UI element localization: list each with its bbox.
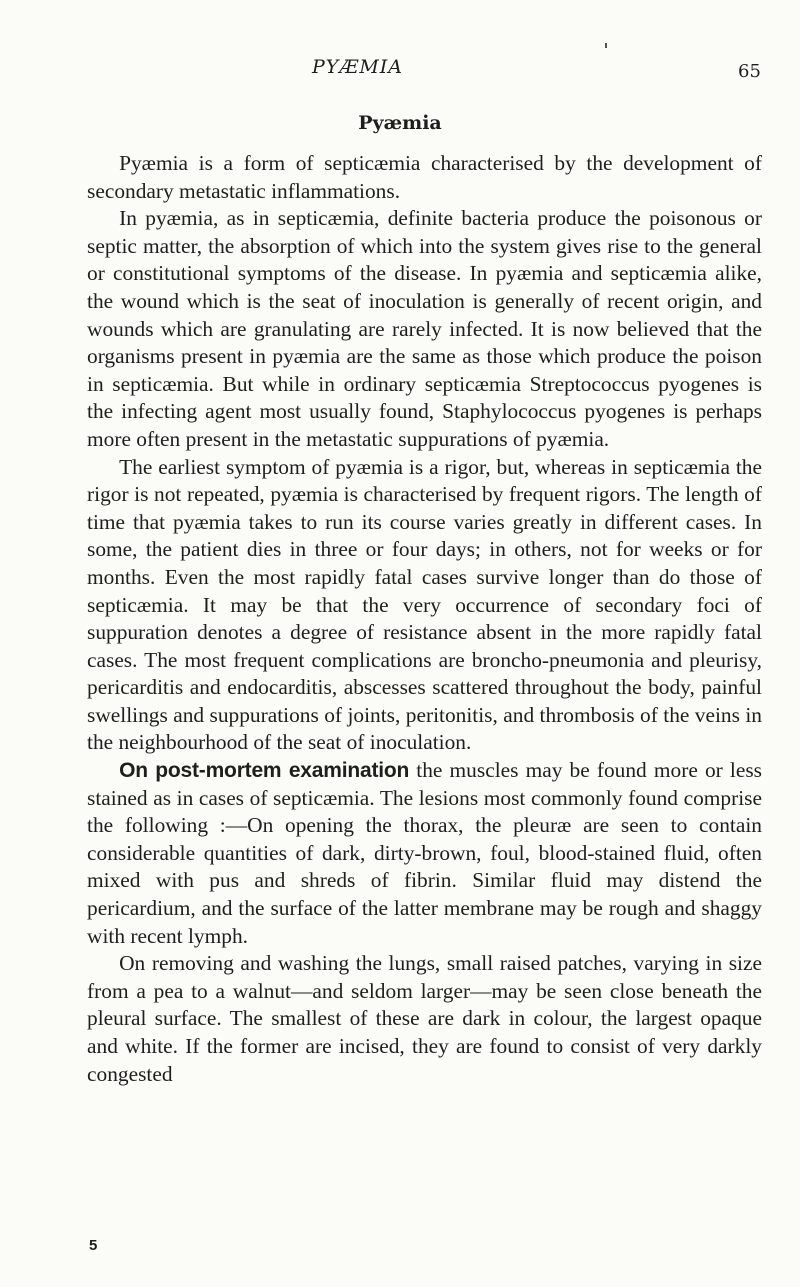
post-mortem-lead-in: On post-mortem examination xyxy=(119,759,410,783)
paragraph-symptoms: The earliest symptom of pyæmia is a rigor, but, whereas in septicæmia the rigor is not repeated, pyæmia is characterised by frequent rigors. The length of time that pyæmia takes to run its course varies greatly in different cases. In some, the patient dies in three or four days; in others, not for weeks or for months. Even the most rapidly fatal cases survive longer than do those of septicæmia. It may be that the very occurrence of secondary foci of suppuration denotes a degree of resistance absent in the more rapidly fatal cases. The most frequent complications are broncho-pneumonia and pleurisy, pericarditis and endocarditis, abscesses scattered throughout the body, painful swellings and suppurations of joints, peritonitis, and thrombosis of the veins in the neighbourhood of the seat of inoculation. xyxy=(87,454,762,755)
paragraph-definition: Pyæmia is a form of septicæmia characterised by the development of secondary metastatic inflammations. xyxy=(87,151,762,203)
paragraph-lungs: On removing and washing the lungs, small raised patches, varying in size from a pea to a walnut—and seldom larger—may be seen close beneath the pleural surface. The smallest of these are dark in colour, the largest opaque and white. If the former are incised, they are found to consist of very darkly congested xyxy=(87,951,762,1086)
signature-mark: 5 xyxy=(89,1237,98,1254)
post-mortem-text: the muscles may be found more or less stained as in cases of septicæmia. The lesions most commonly found comprise the following :—On opening the thorax, the pleuræ are seen to contain considerable quantities of dark, dirty-brown, foul, blood-stained fluid, often mixed with pus and shreds of fibrin. Similar fluid may distend the pericardium, and the surface of the latter membrane may be rough and shaggy with recent lymph. xyxy=(87,758,762,948)
page-number: 65 xyxy=(738,61,761,82)
section-title: Pyæmia xyxy=(358,112,442,134)
body-text xyxy=(87,150,762,1088)
paragraph-post-mortem xyxy=(87,757,762,950)
ink-mark xyxy=(605,43,607,48)
running-title: PYÆMIA xyxy=(312,56,404,78)
paragraph-causation: In pyæmia, as in septicæmia, definite bacteria produce the poisonous or septic matter, the absorption of which into the system gives rise to the general or constitutional symptoms of the disease. In pyæmia and septicæmia alike, the wound which is the seat of inoculation is generally of recent origin, and wounds which are granulating are rarely infected. It is now believed that the organisms present in pyæmia are the same as those which produce the poison in septicæmia. But while in ordinary septicæmia Streptococcus pyogenes is the infecting agent most usually found, Staphylococcus pyogenes is perhaps more often present in the metastatic suppurations of pyæmia. xyxy=(87,206,762,451)
